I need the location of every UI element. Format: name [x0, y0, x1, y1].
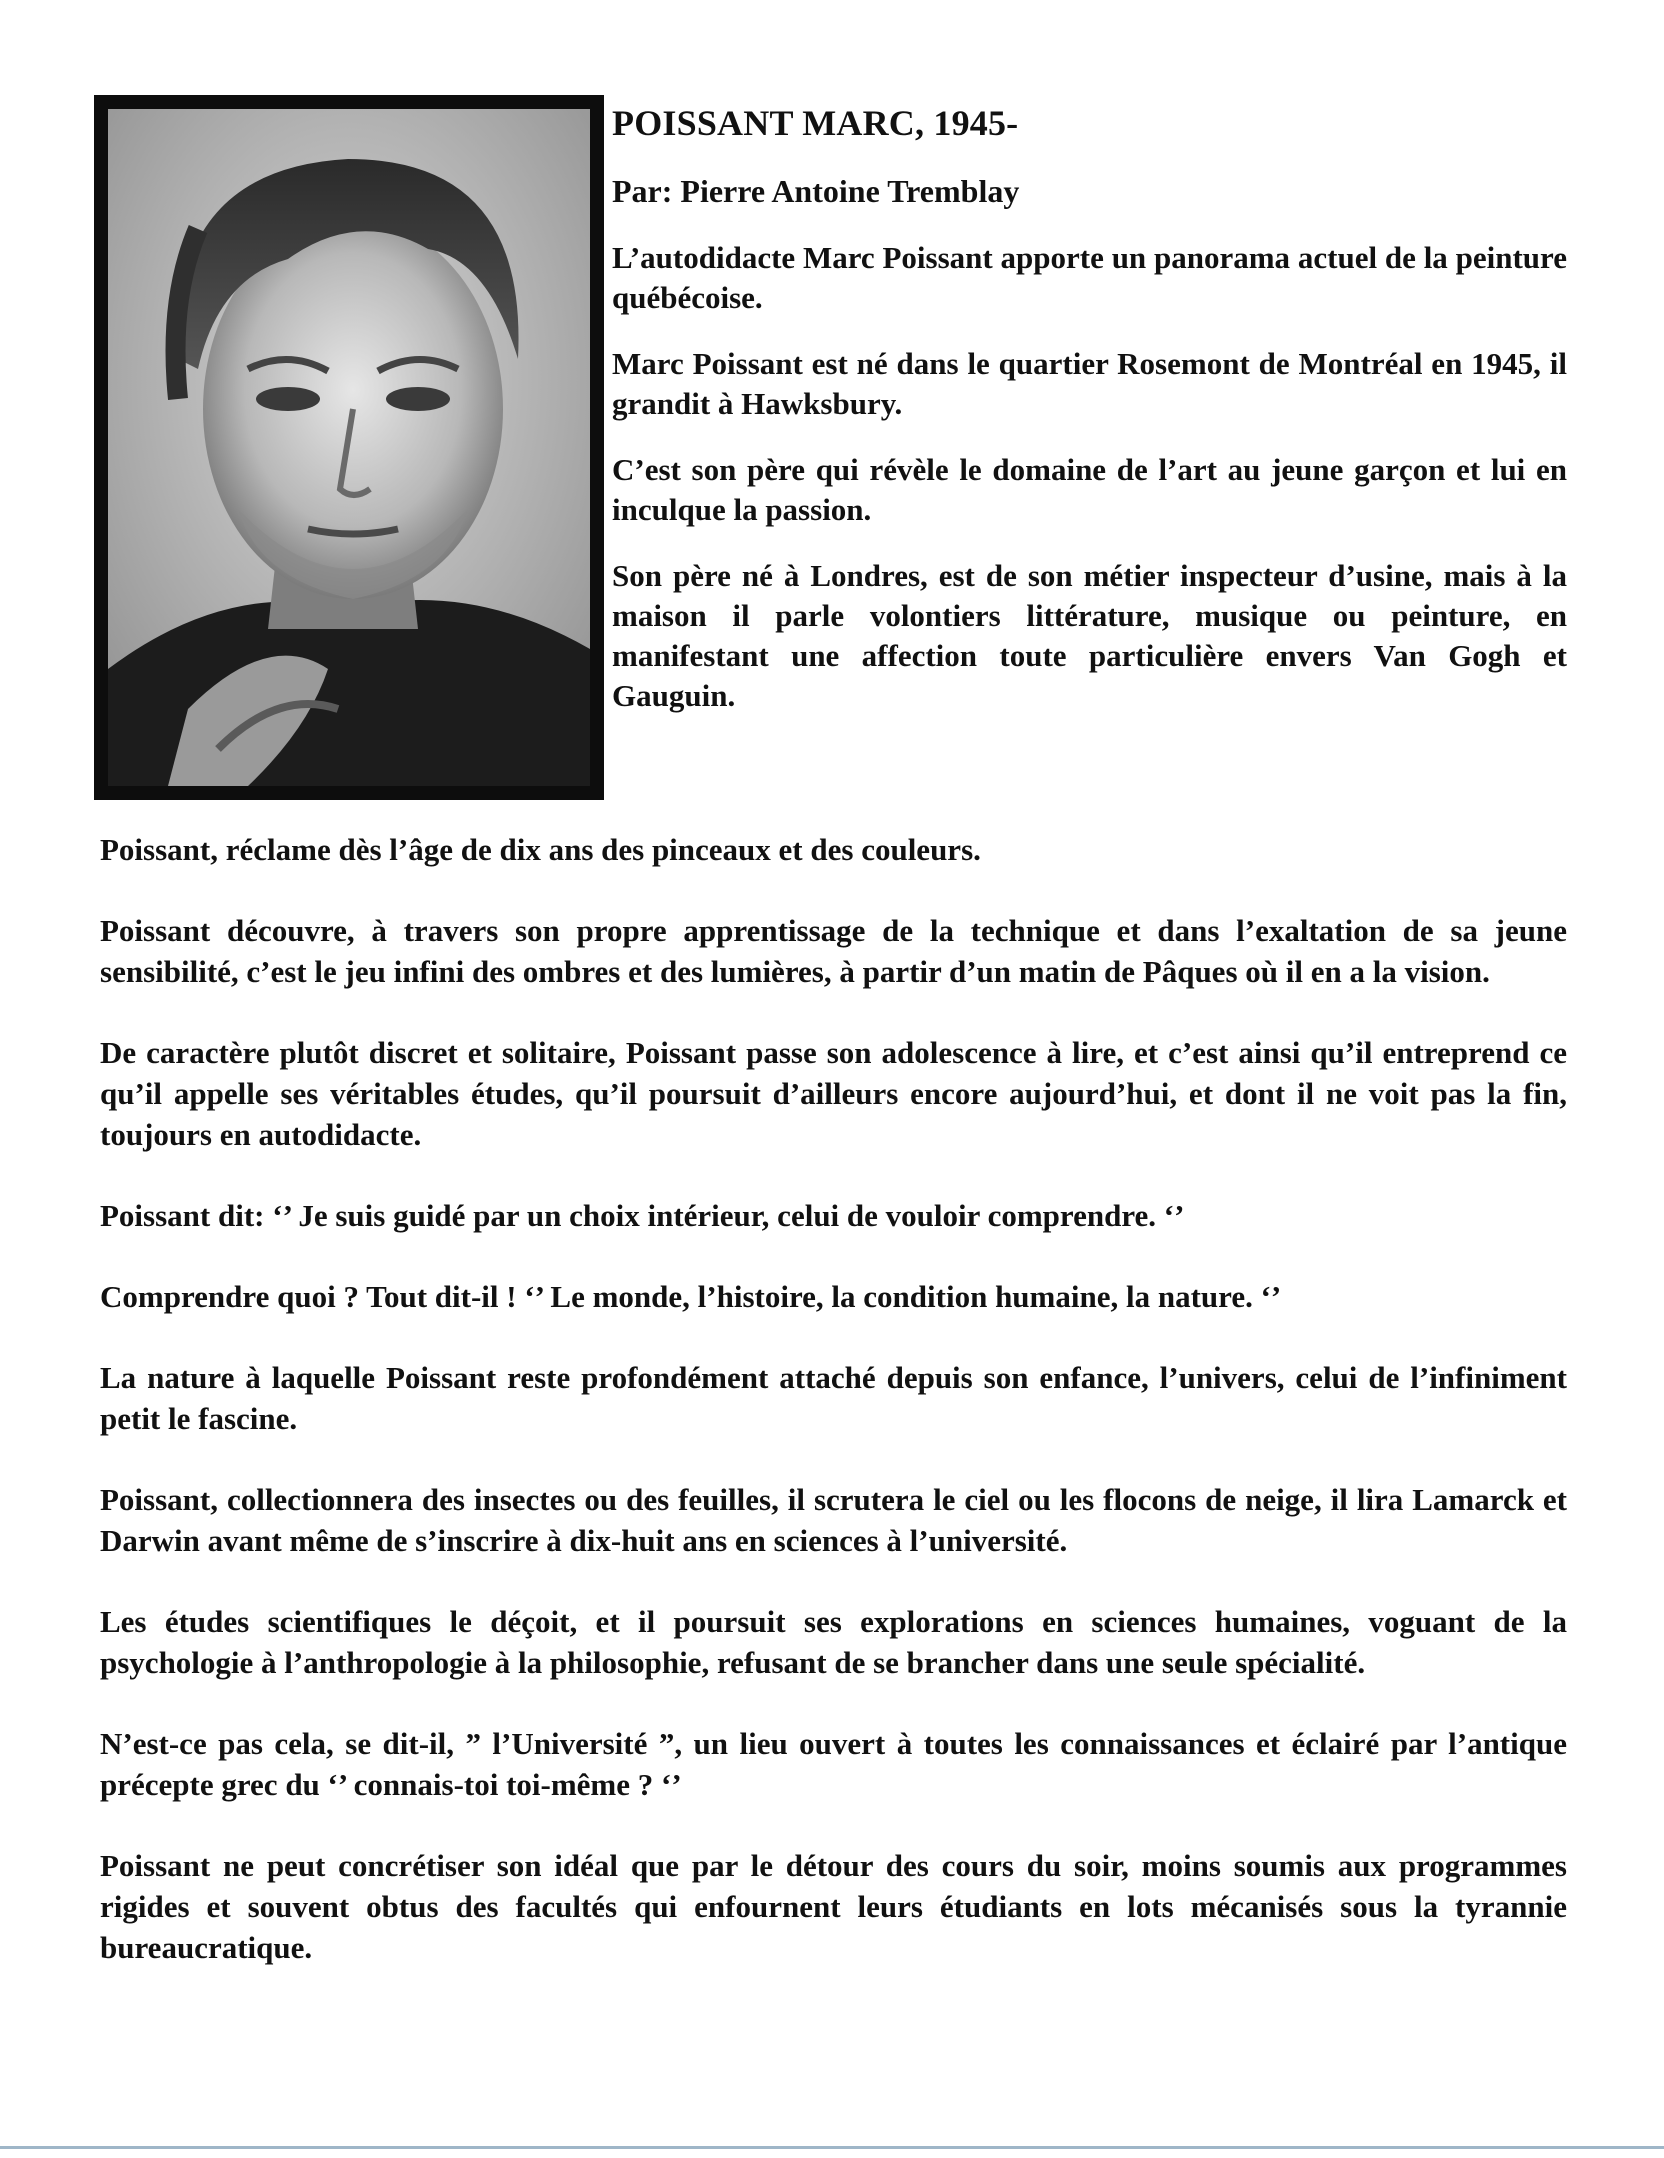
intro-paragraph: Marc Poissant est né dans le quartier Rosemont de Montréal en 1945, il grandit à Hawksbury.	[612, 346, 1567, 421]
intro-paragraph: Son père né à Londres, est de son métier inspecteur d’usine, mais à la maison il parle volontiers littérature, musique ou peinture, en manifestant une affection toute particulière envers Van Gogh et Gauguin.	[612, 558, 1567, 713]
article-byline: Par: Pierre Antoine Tremblay	[612, 173, 1020, 209]
header-column	[612, 100, 1567, 742]
portrait-image	[108, 109, 590, 786]
page-bottom-rule	[0, 2146, 1664, 2149]
body-paragraph: Comprendre quoi ? Tout dit-il ! ‘’ Le monde, l’histoire, la condition humaine, la nature. ‘’	[100, 1279, 1282, 1314]
body-paragraph: N’est-ce pas cela, se dit-il, ” l’Université ”, un lieu ouvert à toutes les connaissances et éclairé par l’antique précepte grec du ‘’ connais-toi toi-même ? ‘’	[100, 1726, 1567, 1802]
body-paragraph: Poissant découvre, à travers son propre apprentissage de la technique et dans l’exaltation de sa jeune sensibilité, c’est le jeu infini des ombres et des lumières, à partir d’un matin de Pâques où il en a la vision.	[100, 913, 1567, 989]
body-column	[100, 829, 1567, 2008]
intro-paragraph: L’autodidacte Marc Poissant apporte un panorama actuel de la peinture québécoise.	[612, 240, 1567, 315]
body-paragraph: Les études scientifiques le déçoit, et il poursuit ses explorations en sciences humaines, voguant de la psychologie à l’anthropologie à la philosophie, refusant de se brancher dans une seule spécialité.	[100, 1604, 1567, 1680]
body-paragraph: Poissant dit: ‘’ Je suis guidé par un choix intérieur, celui de vouloir comprendre. ‘’	[100, 1198, 1185, 1233]
body-paragraph: Poissant, collectionnera des insectes ou des feuilles, il scrutera le ciel ou les flocons de neige, il lira Lamarck et Darwin avant même de s’inscrire à dix-huit ans en sciences à l’université.	[100, 1482, 1567, 1558]
article-title: POISSANT MARC, 1945-	[612, 103, 1019, 143]
intro-paragraph: C’est son père qui révèle le domaine de l’art au jeune garçon et lui en inculque la passion.	[612, 452, 1567, 527]
body-paragraph: Poissant, réclame dès l’âge de dix ans des pinceaux et des couleurs.	[100, 832, 981, 867]
body-paragraph: Poissant ne peut concrétiser son idéal que par le détour des cours du soir, moins soumis aux programmes rigides et souvent obtus des facultés qui enfournent leurs étudiants en lots mécanisés sous la tyrannie bureaucratique.	[100, 1848, 1567, 1965]
body-paragraph: La nature à laquelle Poissant reste profondément attaché depuis son enfance, l’univers, celui de l’infiniment petit le fascine.	[100, 1360, 1567, 1436]
body-paragraph: De caractère plutôt discret et solitaire, Poissant passe son adolescence à lire, et c’est ainsi qu’il entreprend ce qu’il appelle ses véritables études, qu’il poursuit d’ailleurs encore aujourd’hui, et dont il ne voit pas la fin, toujours en autodidacte.	[100, 1035, 1567, 1152]
portrait-photo	[94, 95, 604, 800]
